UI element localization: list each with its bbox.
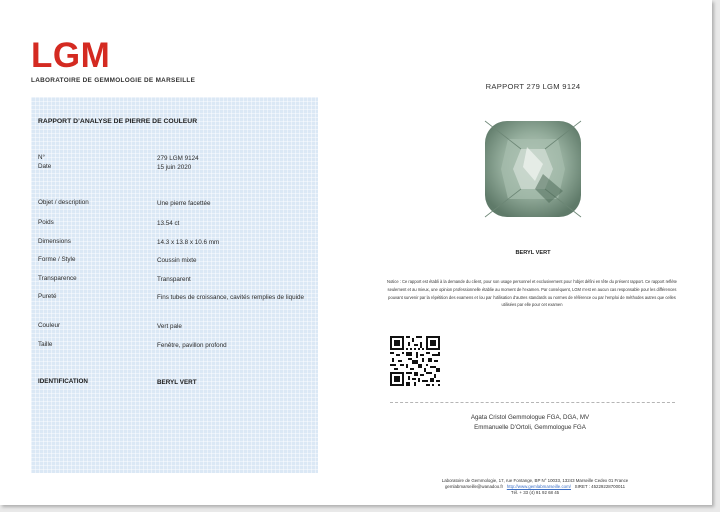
footer-address: Laboratoire de Gemmologie, 17, rue Fontange, BP N° 10033, 13243 Marseille Cedex 01 France: [441, 478, 629, 483]
lab-name: LABORATOIRE DE GEMMOLOGIE DE MARSEILLE: [31, 77, 196, 84]
row-label: Forme / Style: [38, 256, 76, 263]
row-value: Une pierre facettée: [157, 200, 211, 207]
signature-divider: [390, 402, 675, 403]
footer-website-link[interactable]: http://www.gemlabmarseille.com/: [506, 484, 571, 489]
row-label: Date: [38, 163, 52, 170]
row-value: 279 LGM 9124: [157, 155, 199, 162]
qr-code-icon: [390, 336, 440, 386]
row-label: Couleur: [38, 322, 61, 329]
analysis-card: [31, 97, 318, 473]
row-label: Poids: [38, 219, 54, 226]
row-label: Taille: [38, 341, 53, 348]
footer-phone: Tél. + 33 (4) 91 92 68 45: [510, 490, 560, 495]
row-label: Pureté: [38, 293, 57, 300]
row-value: 13.54 ct: [157, 220, 180, 227]
footer-siret: SIRET : 45229228700011: [574, 484, 626, 489]
report-number: RAPPORT 279 LGM 9124: [485, 82, 581, 91]
footer-email[interactable]: gemlabmarseille@wanadoo.fr: [444, 484, 504, 489]
gem-image: [483, 119, 583, 219]
row-label: IDENTIFICATION: [38, 378, 88, 385]
row-label: Objet / description: [38, 199, 89, 206]
row-label: Transparence: [38, 275, 77, 282]
row-value: 15 juin 2020: [157, 164, 192, 171]
row-value: Vert pale: [157, 323, 182, 330]
row-label: N°: [38, 154, 46, 161]
signature-line-1: Agata Cristol Gemmologue FGA, DGA, MV: [470, 414, 590, 421]
row-label: Dimensions: [38, 238, 71, 245]
signature-line-2: Emmanuelle D’Ortoli, Gemmologue FGA: [474, 424, 586, 431]
row-value: Coussin mixte: [157, 257, 197, 264]
row-value: Fenêtre, pavillon profond: [157, 342, 227, 349]
gem-name: BERYL VERT: [515, 250, 551, 256]
row-value: 14.3 x 13.8 x 10.6 mm: [157, 239, 220, 246]
row-value: Fins tubes de croissance, cavités remplies de liquide: [157, 294, 304, 301]
lgm-logo: LGM: [31, 36, 111, 75]
row-value: BERYL VERT: [157, 379, 197, 386]
card-title: RAPPORT D’ANALYSE DE PIERRE DE COULEUR: [38, 118, 198, 125]
notice-text: Notice : Ce rapport est établi à la demande du client, pour son usage personnel et exclusivement pour l’objet défini en tête du présent rapport. Ce rapport reflète seulement et au mieux, une opinion professionnelle établie au moment de l’examen. Par conséquent, LGM n’est en aucun cas responsable pour les différences pouvant survenir par la répétition des examens et /ou par l’utilisation d’autres standards ou normes de référence ou par l’emploi de méthodes autres que celles utilisées par elle pour cet examen: [387, 279, 677, 308]
row-value: Transparent: [157, 276, 191, 283]
